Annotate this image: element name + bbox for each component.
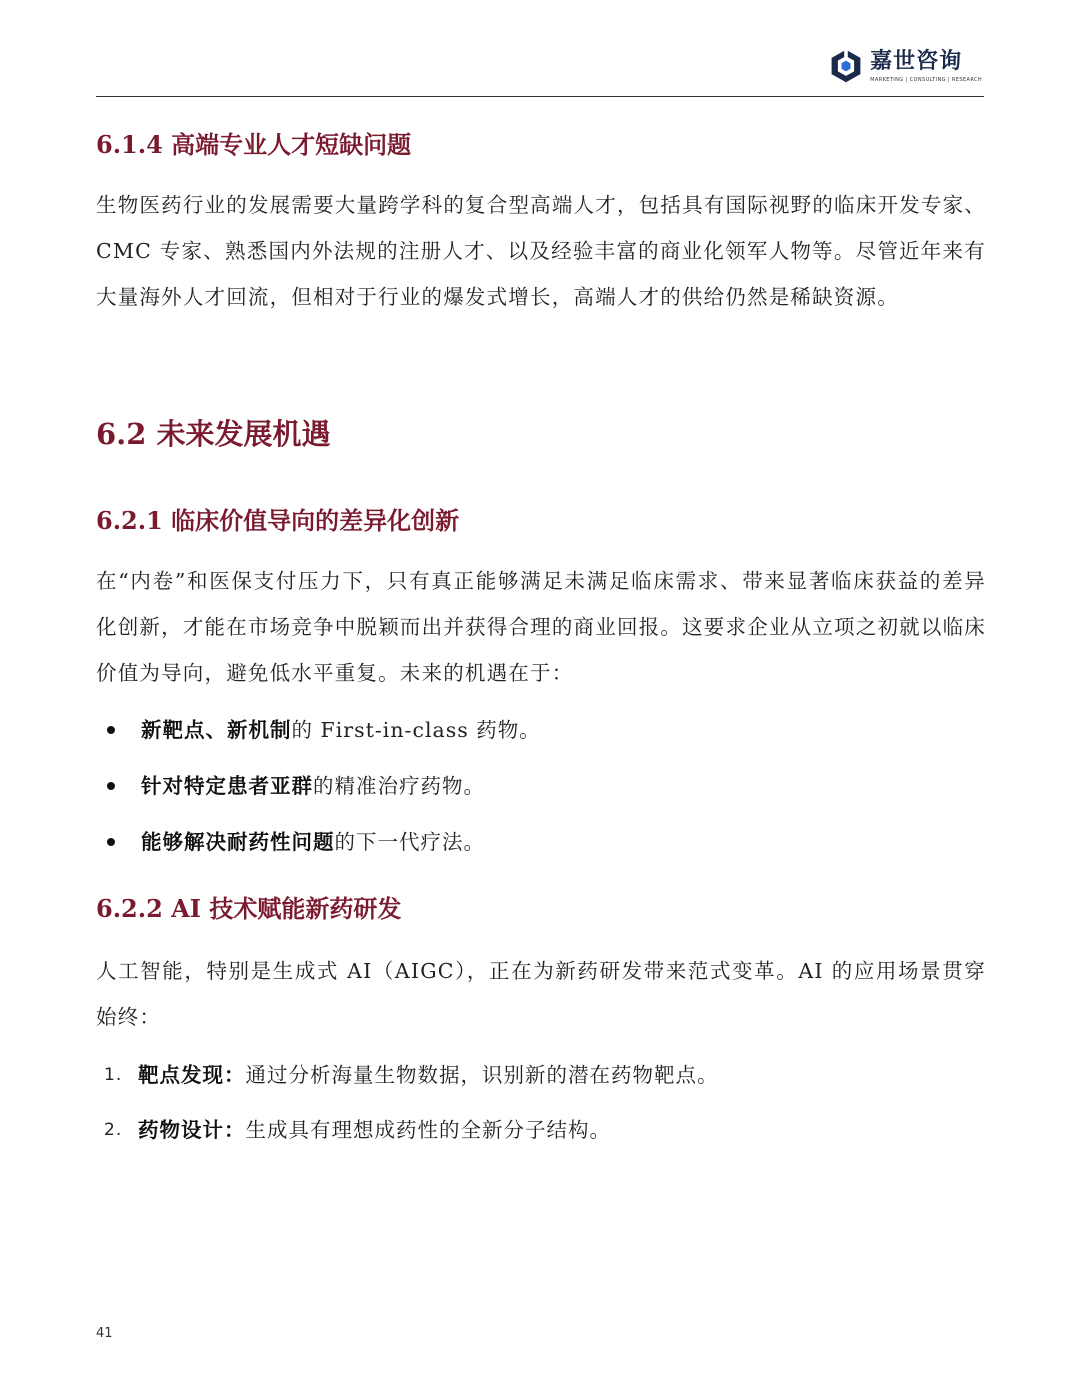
list-item	[104, 771, 485, 801]
list-item-text: 的 First-in-class 药物。	[291, 718, 541, 742]
bullet-dot-icon	[107, 782, 115, 790]
heading-6-2-1: 6.2.1 临床价值导向的差异化创新	[96, 506, 460, 535]
item-text: 生成具有理想成药性的全新分子结构。	[245, 1118, 611, 1142]
item-number: 1.	[104, 1065, 123, 1085]
page-header	[96, 40, 984, 97]
company-logo	[828, 48, 982, 84]
heading-6-2: 6.2 未来发展机遇	[96, 417, 331, 451]
heading-6-1-4: 6.1.4 高端专业人才短缺问题	[96, 130, 412, 159]
list-item	[104, 827, 485, 857]
bullet-dot-icon	[107, 838, 115, 846]
list-item-bold: 能够解决耐药性问题	[141, 830, 335, 854]
paragraph-talent-shortage: 生物医药行业的发展需要大量跨学科的复合型高端人才，包括具有国际视野的临床开发专家、CMC 专家、熟悉国内外法规的注册人才、以及经验丰富的商业化领军人物等。尽管近年来有大量海外人才回流，但相对于行业的爆发式增长，高端人才的供给仍然是稀缺资源。	[96, 193, 986, 309]
heading-6-2-2: 6.2.2 AI 技术赋能新药研发	[96, 894, 402, 923]
numbered-item	[104, 1060, 719, 1090]
logo-tagline: MARKETING | CONSULTING | RESEARCH	[870, 76, 982, 83]
list-item-text: 的精准治疗药物。	[313, 774, 485, 798]
item-bold: 药物设计：	[138, 1118, 246, 1142]
item-number: 2.	[104, 1120, 123, 1140]
list-item-bold: 新靶点、新机制	[141, 718, 292, 742]
list-item-bold: 针对特定患者亚群	[141, 774, 313, 798]
page-number: 41	[96, 1326, 113, 1341]
item-bold: 靶点发现：	[138, 1063, 246, 1087]
logo-name: 嘉世咨询	[870, 48, 963, 74]
item-text: 通过分析海量生物数据，识别新的潜在药物靶点。	[245, 1063, 719, 1087]
paragraph-ai-drug-discovery: 人工智能，特别是生成式 AI（AIGC），正在为新药研发带来范式变革。AI 的应用场景贯穿始终：	[96, 959, 986, 1029]
numbered-item	[104, 1115, 611, 1145]
paragraph-clinical-value: 在“内卷”和医保支付压力下，只有真正能够满足未满足临床需求、带来显著临床获益的差异化创新，才能在市场竞争中脱颖而出并获得合理的商业回报。这要求企业从立项之初就以临床价值为导向，避免低水平重复。未来的机遇在于：	[96, 569, 986, 685]
bullet-dot-icon	[107, 726, 115, 734]
list-item	[104, 715, 541, 745]
list-item-text: 的下一代疗法。	[334, 830, 485, 854]
logo-mark-icon	[828, 48, 864, 84]
